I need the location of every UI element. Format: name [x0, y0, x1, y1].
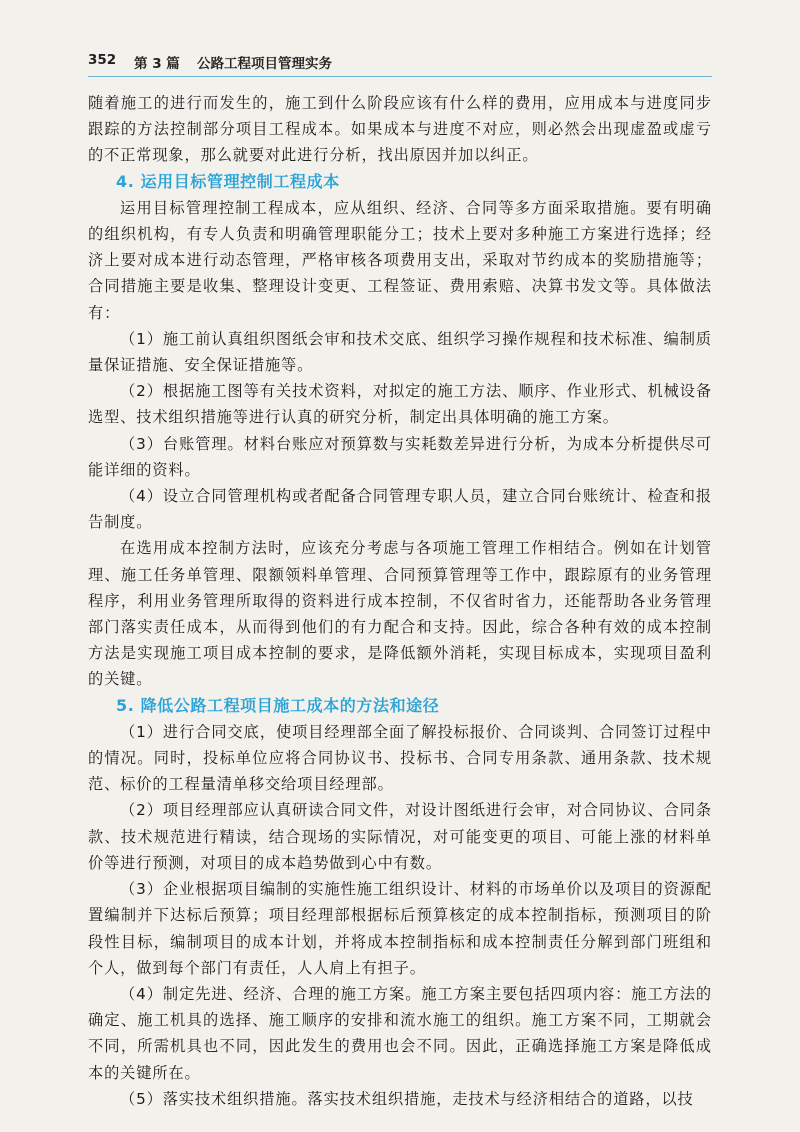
list-item-4-4: （4）设立合同管理机构或者配备合同管理专职人员，建立合同台账统计、检查和报告制度。 [88, 487, 712, 532]
page-body [88, 90, 712, 1112]
page-number: 352 [88, 52, 117, 68]
list-item-4-1: （1）施工前认真组织图纸会审和技术交底、组织学习操作规程和技术标准、编制质量保证措施、安全保证措施等。 [88, 329, 712, 375]
list-item-5-4: （4）制定先进、经济、合理的施工方案。施工方案主要包括四项内容：施工方法的确定、施工机具的选择、施工顺序的安排和流水施工的组织。施工方案不同，工期就会不同，所需机具也不同，因此发生的费用也会不同。因此，正确选择施工方案是降低成本的关键所在。 [88, 984, 712, 1082]
list-item-5-5: （5）落实技术组织措施。落实技术组织措施，走技术与经济相结合的道路，以技 [120, 1089, 694, 1108]
list-item-4-2: （2）根据施工图等有关技术资料，对拟定的施工方法、顺序、作业形式、机械设备选型、技术组织措施等进行认真的研究分析，制定出具体明确的施工方案。 [88, 382, 712, 427]
section-heading-4: 4. 运用目标管理控制工程成本 [116, 171, 340, 191]
list-item-5-3: （3）企业根据项目编制的实施性施工组织设计、材料的市场单价以及项目的资源配置编制并下达标后预算；项目经理部根据标后预算核定的成本控制指标，预测项目的阶段性目标，编制项目的成本计划，并将成本控制指标和成本控制责任分解到部门班组和个人，做到每个部门有责任，人人肩上有担子。 [88, 880, 712, 977]
paragraph-intro: 随着施工的进行而发生的，施工到什么阶段应该有什么样的费用，应用成本与进度同步跟踪的方法控制部分项目工程成本。如果成本与进度不对应，则必然会出现虚盈或虚亏的不正常现象，那么就要对此进行分析，找出原因并加以纠正。 [88, 94, 712, 165]
paragraph-4: 运用目标管理控制工程成本，应从组织、经济、合同等多方面采取措施。要有明确的组织机构，有专人负责和明确管理职能分工；技术上要对多种施工方案进行选择；经济上要对成本进行动态管理，严格审核各项费用支出，采取对节约成本的奖励措施等；合同措施主要是收集、整理设计变更、工程签证、费用索赔、决算书发文等。具体做法有： [88, 198, 712, 322]
list-item-4-3: （3）台账管理。材料台账应对预算数与实耗数差异进行分析，为成本分析提供尽可能详细的资料。 [88, 434, 712, 479]
paragraph-4b: 在选用成本控制方法时，应该充分考虑与各项施工管理工作相结合。例如在计划管理、施工任务单管理、限额领料单管理、合同预算管理等工作中，跟踪原有的业务管理程序，利用业务管理所取得的资料进行成本控制，不仅省时省力，还能帮助各业务管理部门落实责任成本，从而得到他们的有力配合和支持。因此，综合各种有效的成本控制方法是实现施工项目成本控制的要求，是降低额外消耗，实现目标成本，实现项目盈利的关键。 [88, 539, 712, 689]
part-label: 第 3 篇 [134, 56, 180, 72]
part-title: 公路工程项目管理实务 [197, 56, 332, 72]
list-item-5-1: （1）进行合同交底，使项目经理部全面了解投标报价、合同谈判、合同签订过程中的情况。同时，投标单位应将合同协议书、投标书、合同专用条款、通用条款、技术规范、标价的工程量清单移交给项目经理部。 [88, 722, 712, 794]
section-heading-5: 5. 降低公路工程项目施工成本的方法和途径 [116, 695, 440, 715]
running-header [88, 52, 712, 76]
header-rule [88, 76, 712, 77]
list-item-5-2: （2）项目经理部应认真研读合同文件，对设计图纸进行会审，对合同协议、合同条款、技术规范进行精读，结合现场的实际情况，对可能变更的项目、可能上涨的材料单价等进行预测，对项目的成本趋势做到心中有数。 [88, 801, 712, 872]
